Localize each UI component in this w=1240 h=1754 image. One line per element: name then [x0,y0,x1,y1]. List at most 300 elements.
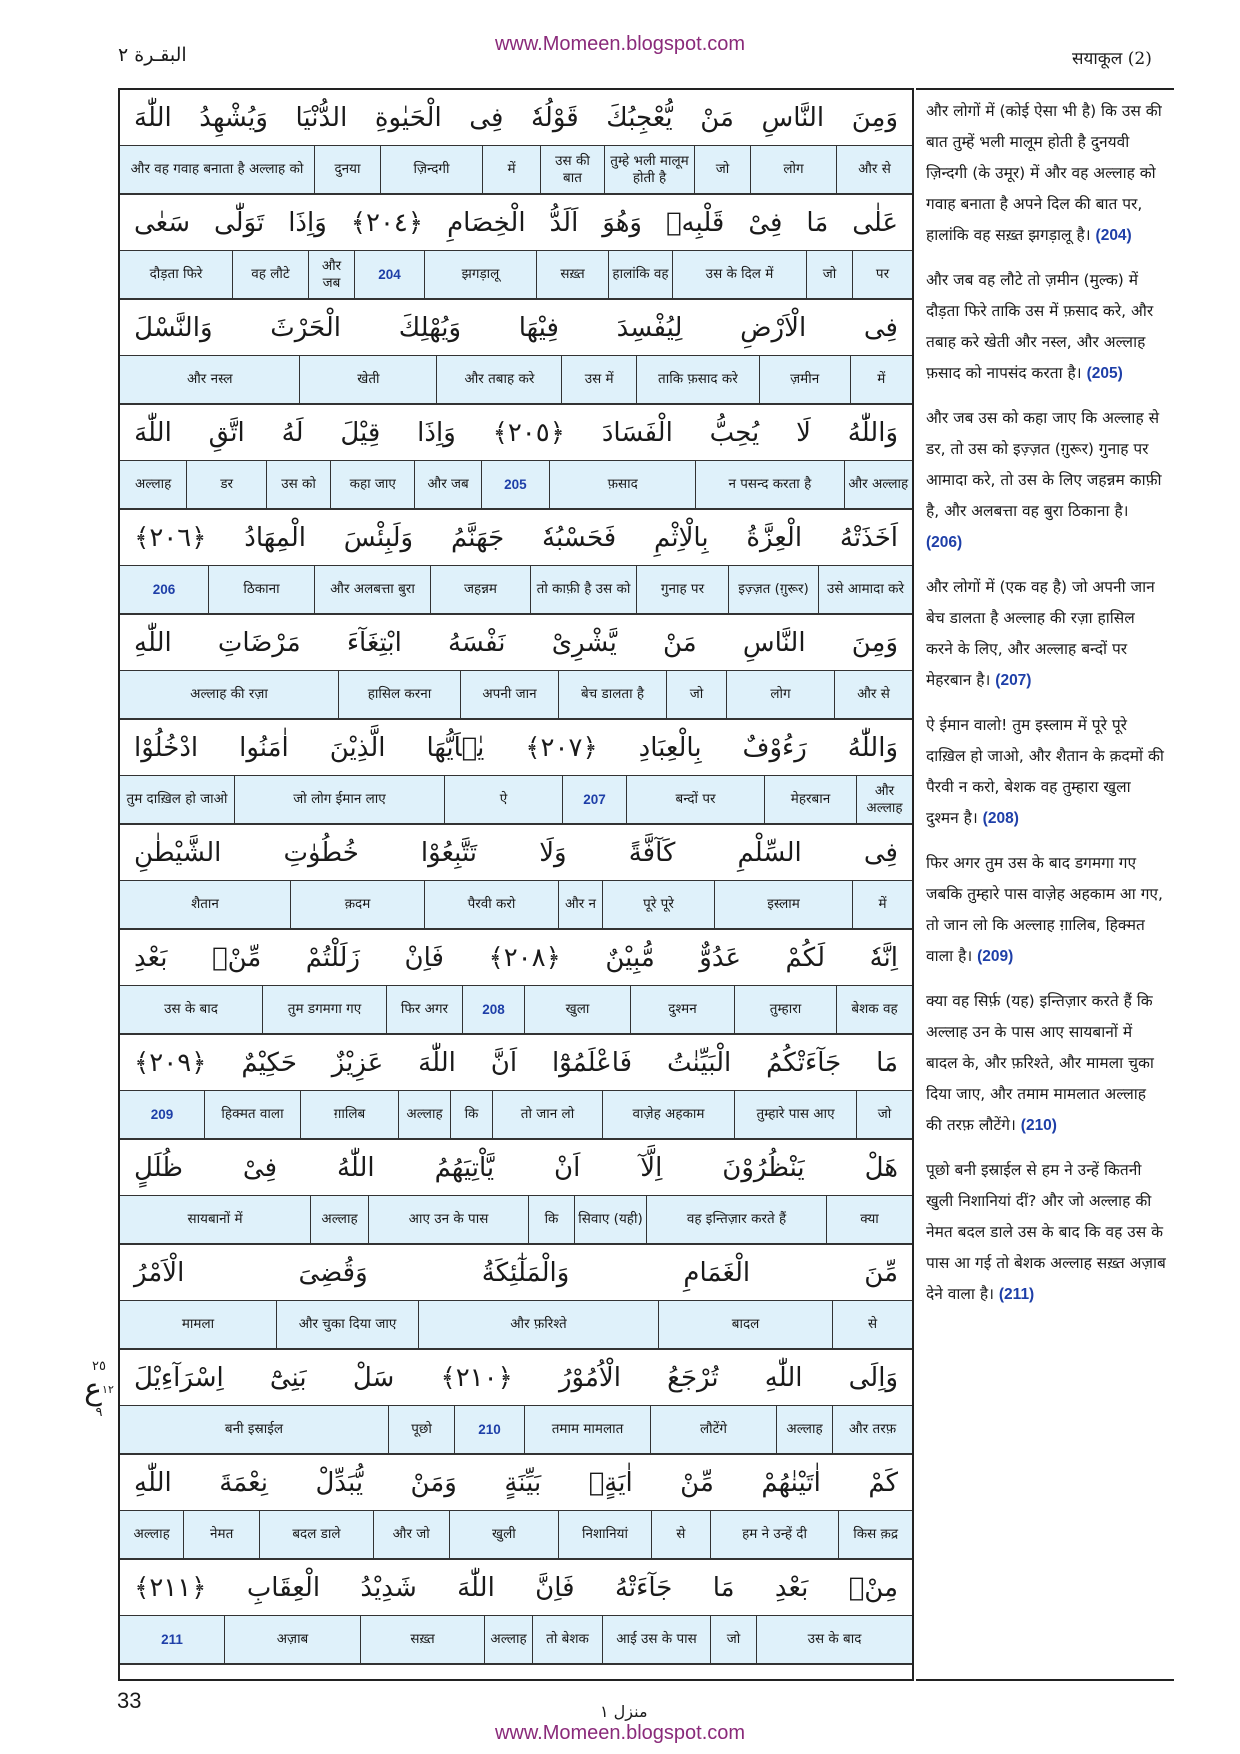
hindi-word-cell: अल्लाह [484,1616,532,1663]
arabic-word: تُرْجَعُ [667,1362,719,1393]
hindi-word-cell: वाज़ेह अहकाम [602,1091,734,1138]
hindi-word-cell: शैतान [191,896,219,912]
arabic-word: بَنِىْٓ [269,1362,307,1393]
hindi-word-cell: और वह गवाह बनाता है अल्लाह को [130,161,304,177]
arabic-word: وَاللّٰهُ [847,732,898,763]
arabic-word: فَاِنْ [404,942,444,973]
arabic-verse-row [120,1455,912,1511]
arabic-word: قِيْلَ [340,417,381,448]
arabic-word: وَمِنَ [851,627,898,658]
translation-text: और लोगों में (कोई ऐसा भी है) कि उस की बात तुम्हें भली मालूम होती है दुनयवी ज़िन्दगी (के उमूर) में और वह अल्लाह को गवाह बनाता है अपने दिल की बात पर, हालांकि वह सख़्त झगड़ालू है। [926,102,1162,244]
ayah-number-cell: 211 [161,1632,183,1647]
arabic-word: ادْخُلُوْا [134,732,199,763]
hindi-word-cell: अल्लाह [135,476,172,492]
hindi-word-cell: आई उस के पास [602,1616,710,1663]
hindi-word-row [120,986,912,1035]
hindi-word-cell: जो [710,1616,756,1663]
hindi-word-cell: खुला [524,986,630,1033]
arabic-word: وَهُوَ [602,207,642,238]
hindi-word-cell: जहन्नम [430,566,530,613]
translation-ayah-number: (208) [982,810,1019,827]
hindi-word-cell: उस को [266,461,330,508]
translation-text: ऐ ईमान वालो! तुम इस्लाम में पूरे पूरे दाख़िल हो जाओ, और शैतान के क़दमों की पैरवी न करो, बेशक वह तुम्हारा खुला दुश्मन है। [926,716,1164,827]
hindi-word-cell: दौड़ता फिरे [149,266,203,282]
arabic-word: بِالْعِبَادِ [638,732,702,763]
hindi-word-cell: बादल [658,1301,832,1348]
arabic-word: وَالْمَلٰٓئِكَةُ [481,1257,570,1288]
ayah-number-cell: 204 [354,251,424,298]
hindi-word-cell: गुनाह पर [636,566,728,613]
hindi-word-cell: झगड़ालू [424,251,536,298]
arabic-verse-row [120,930,912,986]
hindi-word-row [120,1616,912,1665]
hindi-word-cell: में [852,881,912,928]
hindi-word-cell: बेच डालता है [558,671,666,718]
hindi-word-cell: अल्लाह [776,1406,832,1453]
arabic-word: ﴿٢٠٤﴾ [350,207,424,238]
arabic-word: الدُّنْيَا [295,102,348,133]
translation-ayah-number: (211) [998,1286,1035,1303]
hindi-word-cell: तुम्हारे पास आए [734,1091,856,1138]
hindi-word-cell: बेशक वह [836,986,912,1033]
hindi-word-row [120,146,912,195]
hindi-word-row [120,1091,912,1140]
hindi-word-cell: और तरफ़ [832,1406,912,1453]
hindi-word-cell: में [482,146,540,193]
arabic-word: كَآفَّةً [628,837,676,868]
arabic-word: مَا [876,1047,898,1078]
ayah-number-cell: 209 [150,1107,174,1122]
arabic-word: اللّٰهَ [457,1572,495,1603]
arabic-word: الْبَيِّنٰتُ [667,1047,732,1078]
arabic-word: النَّاسِ [742,627,806,658]
arabic-word: لَهُ [281,417,304,448]
hindi-word-cell: पूछो [388,1406,454,1453]
hindi-word-row [120,1511,912,1560]
arabic-word: اللّٰهَ [134,102,172,133]
arabic-verse-row [120,300,912,356]
translation-paragraph [926,848,1166,972]
hindi-word-cell: उस के बाद [756,1616,912,1663]
translation-ayah-number: (207) [995,672,1032,689]
arabic-verse-row [120,90,912,146]
translation-ayah-number: (209) [977,948,1014,965]
arabic-word: تَتَّبِعُوْا [420,837,478,868]
arabic-word: الْاَمْرُ [134,1257,185,1288]
arabic-word: الْحَيٰوةِ [374,102,442,133]
arabic-verse-row [120,510,912,566]
hindi-word-cell: से [832,1301,912,1348]
translation-paragraph [926,986,1166,1141]
arabic-verse-row [120,1350,912,1406]
arabic-word: الشَّيْطٰنِ [134,837,222,868]
hindi-word-cell: फ़साद [549,461,695,508]
hindi-word-cell: उसे आमादा करे [818,566,912,613]
ruku-mid-number: ١٢ [102,1383,114,1396]
hindi-word-cell: किस क़द्र [838,1511,912,1558]
hindi-word-cell: और जब [308,251,354,298]
arabic-word: سَعٰى [134,207,191,238]
arabic-word: لِيُفْسِدَ [616,312,683,343]
arabic-word: مَا [712,1572,735,1603]
arabic-word: الْاُمُوْرُ [558,1362,621,1393]
arabic-word: اَنَّ [490,1047,518,1078]
hindi-word-cell: से [651,1511,710,1558]
arabic-word: عَزِيْزٌ [331,1047,384,1078]
arabic-word: قَوْلُهٗ [530,102,579,133]
hindi-word-cell: जो लोग ईमान लाए [234,776,444,823]
hindi-word-row [120,671,912,720]
arabic-verse-row [120,615,912,671]
hindi-word-cell: ज़मीन [759,356,850,403]
hindi-word-cell: हिक्मत वाला [204,1091,300,1138]
translation-text: और जब उस को कहा जाए कि अल्लाह से डर, तो उस को इज़्ज़त (ग़ुरूर) गुनाह पर आमादा करे, तो उस के लिए जहन्नम काफ़ी है, और अलबत्ता वह बुरा ठिकाना है। [926,409,1162,520]
arabic-word: الْاَرْضِ [740,312,807,343]
arabic-verse-row [120,1140,912,1196]
hindi-word-cell: ग़ालिब [300,1091,398,1138]
hindi-word-cell: फिर अगर [386,986,462,1033]
arabic-word: بِالْاِثْمِ [654,522,709,553]
ayah-number-cell: 207 [562,776,626,823]
hindi-word-cell: अल्लाह [398,1091,450,1138]
arabic-word: ابْتِغَآءَ [346,627,402,658]
arabic-word: نَفْسَهُ [447,627,506,658]
arabic-word: اللّٰهَ [134,417,172,448]
hindi-word-cell: उस की बात [540,146,604,193]
hindi-word-cell: जो [666,671,726,718]
hindi-word-cell: और जो [373,1511,449,1558]
arabic-word: يُّعْجِبُكَ [606,102,673,133]
arabic-word: فَاعْلَمُوْٓا [551,1047,633,1078]
hindi-word-cell: और जब [414,461,480,508]
hindi-word-cell: लोग [726,671,834,718]
arabic-word: لَا [796,417,811,448]
hindi-word-cell: अल्लाह की रज़ा [190,686,268,702]
arabic-word: فِيْهَا [518,312,559,343]
hindi-word-row [120,461,912,510]
hindi-word-cell: क्या [826,1196,912,1243]
hindi-word-cell: उस के दिल में [672,251,806,298]
arabic-word: بَعْدِ [774,1572,809,1603]
hindi-word-cell: तुम्हारा [734,986,836,1033]
arabic-word: اَنْ [554,1152,581,1183]
arabic-verse-row [120,1245,912,1301]
translation-column [916,88,1174,1681]
arabic-word: مَنْ [663,627,697,658]
arabic-word: فِى [863,837,898,868]
arabic-word: رَءُوْفٌ [742,732,807,763]
arabic-word: سَلْ [352,1362,395,1393]
arabic-verse-row [120,825,912,881]
arabic-word: جَهَنَّمُ [450,522,505,553]
ayah-number-cell: 206 [152,582,176,597]
hindi-word-cell: तुम दाख़िल हो जाओ [126,791,228,807]
hindi-word-cell: न पसन्द करता है [695,461,843,508]
page-number: 33 [117,1688,142,1713]
arabic-word: وَلَا [539,837,567,868]
arabic-verse-row [120,1560,912,1616]
hindi-word-cell: मामला [181,1316,215,1332]
arabic-word: فِى [863,312,898,343]
hindi-word-cell: अल्लाह [133,1526,170,1542]
translation-ayah-number: (205) [1086,365,1123,382]
arabic-word: ظُلَلٍ [134,1152,183,1183]
hindi-word-cell: और नस्ल [186,371,233,387]
arabic-word: الْفَسَادَ [601,417,673,448]
hindi-word-cell: पूरे पूरे [602,881,714,928]
hindi-word-cell: और से [834,671,912,718]
arabic-word: وَمِنَ [851,102,898,133]
ruku-marker [82,1360,116,1420]
site-url-top[interactable]: www.Momeen.blogspot.com [494,33,746,55]
hindi-word-cell: और चुका दिया जाए [276,1301,418,1348]
arabic-word: يُحِبُّ [709,417,760,448]
hindi-word-cell: जो [694,146,750,193]
arabic-word: اَلَدُّ [549,207,579,238]
arabic-word: اٰيَةٍۢ [588,1467,633,1498]
arabic-verse-row [120,195,912,251]
word-by-word-table [118,88,914,1681]
arabic-word: فِىْ [748,207,783,238]
arabic-word: نِعْمَةَ [219,1467,268,1498]
arabic-word: يٰۤاَيُّهَا [426,732,485,763]
hindi-word-cell: इस्लाम [714,881,852,928]
hindi-word-cell: खुली [449,1511,559,1558]
arabic-word: اٰتَيْنٰهُمْ [761,1467,821,1498]
hindi-word-row [120,1196,912,1245]
arabic-word: اِسْرَآءِيْلَ [134,1362,224,1393]
translation-paragraph [926,572,1166,696]
hindi-word-cell: तो जान लो [492,1091,602,1138]
arabic-word: وَيُشْهِدُ [199,102,268,133]
hindi-word-cell: वह लौटे [232,251,308,298]
hindi-word-cell: और न [558,881,602,928]
hindi-word-cell: क़दम [290,881,424,928]
arabic-word: بَعْدِ [134,942,168,973]
hindi-word-cell: और से [836,146,912,193]
hindi-word-cell: कि [450,1091,492,1138]
arabic-word: وَيُهْلِكَ [398,312,462,343]
hindi-word-cell: डर [186,461,266,508]
ruku-bottom-number: ٩ [95,1405,103,1420]
hindi-word-cell: तो बेशक [532,1616,602,1663]
arabic-word: مَا [806,207,829,238]
hindi-word-cell: दुश्मन [630,986,734,1033]
hindi-word-row [120,1406,912,1455]
hindi-word-cell: अज़ाब [224,1616,360,1663]
arabic-word: اتَّقِ [208,417,245,448]
arabic-word: الْمِهَادُ [244,522,306,553]
arabic-word: الْحَرْثَ [270,312,341,343]
arabic-word: وَقُضِىَ [298,1257,368,1288]
arabic-word: النَّاسِ [761,102,825,133]
arabic-word: اللّٰهَ [418,1047,456,1078]
arabic-word: اِلَّآ [640,1152,663,1183]
hindi-word-cell: ऐ [444,776,562,823]
site-url-bottom[interactable]: www.Momeen.blogspot.com [494,1722,746,1744]
hindi-word-cell: पर [852,251,912,298]
arabic-word: فِىْ [242,1152,278,1183]
hindi-word-cell: वह इन्तिज़ार करते हैं [646,1196,826,1243]
arabic-word: اللّٰهُ [336,1152,375,1183]
ruku-top-number: ٢٥ [92,1359,106,1374]
arabic-word: مَنْ [700,102,734,133]
hindi-word-cell: तुम डगमगा गए [262,986,386,1033]
hindi-word-row [120,251,912,300]
arabic-word: يُّبَدِّلْ [315,1467,364,1498]
arabic-word: وَمَنْ [410,1467,457,1498]
arabic-word: يَّشْرِىْ [551,627,617,658]
arabic-word: شَدِيْدُ [360,1572,417,1603]
arabic-word: تَوَلّٰى [213,207,265,238]
manzil-label: منزل ١ [600,1702,648,1721]
arabic-word: يَنْظُرُوْنَ [722,1152,805,1183]
arabic-word: الْعِقَابِ [246,1572,321,1603]
ruku-ain-symbol: ع [84,1372,103,1407]
hindi-word-cell: हालांकि वह [608,251,672,298]
arabic-word: مِّنْۢ [211,942,262,973]
translation-ayah-number: (210) [1020,1117,1057,1134]
arabic-word: ﴿٢١١﴾ [134,1572,207,1603]
translation-text: और लोगों में (एक वह है) जो अपनी जान बेच डालता है अल्लाह की रज़ा हासिल करने के लिए, और अल्लाह बन्दों पर मेहरबान है। [926,578,1155,689]
hindi-word-cell: सख़्त [536,251,608,298]
hindi-word-cell: ज़िन्दगी [380,146,482,193]
arabic-word: يَّاْتِيَهُمُ [434,1152,495,1183]
arabic-word: السِّلْمِ [737,837,802,868]
hindi-word-cell: हासिल करना [338,671,460,718]
hindi-word-cell: और अल्लाह [856,776,912,823]
arabic-word: ﴿٢٠٩﴾ [134,1047,207,1078]
hindi-word-cell: दुनया [314,146,380,193]
hindi-word-cell: उस के बाद [164,1001,218,1017]
hindi-word-cell: और तबाह करे [436,356,561,403]
hindi-word-cell: और अल्लाह [844,461,912,508]
arabic-word: بَيِّنَةٍ [504,1467,542,1498]
arabic-word: هَلْ [864,1152,898,1183]
ayah-number-cell: 210 [454,1406,524,1453]
arabic-word: وَاِلَى [848,1362,898,1393]
translation-paragraph [926,96,1166,251]
arabic-word: وَالنَّسْلَ [134,312,213,343]
translation-paragraph [926,710,1166,834]
ayah-number-cell: 208 [462,986,524,1033]
translation-paragraph [926,265,1166,389]
arabic-word: اٰمَنُوا [239,732,289,763]
hindi-word-cell: में [850,356,912,403]
arabic-word: فِى [469,102,504,133]
translation-ayah-number: (206) [926,534,963,551]
hindi-word-cell: खेती [299,356,436,403]
arabic-word: مِّنْ [680,1467,714,1498]
hindi-word-cell: बनी इस्राईल [224,1421,284,1437]
arabic-word: اللّٰهِ [134,627,172,658]
translation-paragraph [926,1155,1166,1310]
hindi-word-cell: अल्लाह [310,1196,368,1243]
translation-text: पूछो बनी इस्राईल से हम ने उन्हें कितनी खुली निशानियां दीं? और जो अल्लाह की नेमत बदल डाले उस के बाद कि वह उस के पास आ गई तो बेशक अल्लाह सख़्त अज़ाब देने वाला है। [926,1161,1166,1303]
arabic-word: ﴿٢٠٧﴾ [525,732,598,763]
arabic-word: اَخَذَتْهُ [839,522,898,553]
arabic-word: اِنَّهٗ [869,942,898,973]
arabic-word: فَحَسْبُهٗ [542,522,617,553]
para-name-header: सयाकूल (2) [1072,49,1152,69]
arabic-word: وَاللّٰهُ [847,417,898,448]
hindi-word-row [120,776,912,825]
hindi-word-cell: और फ़रिश्ते [418,1301,658,1348]
ayah-number-cell: 205 [481,461,549,508]
hindi-word-cell: सख़्त [360,1616,484,1663]
arabic-word: مِنْۢ [848,1572,898,1603]
arabic-word: خُطُوٰتِ [283,837,359,868]
hindi-word-cell: हम ने उन्हें दी [710,1511,838,1558]
arabic-word: فَاِنَّ [535,1572,575,1603]
hindi-word-cell: निशानियां [558,1511,651,1558]
arabic-word: ﴿٢٠٦﴾ [134,522,207,553]
hindi-word-cell: जो [806,251,852,298]
hindi-word-cell: उस में [561,356,636,403]
translation-paragraph [926,403,1166,558]
arabic-word: ﴿٢٠٨﴾ [488,942,561,973]
arabic-verse-row [120,720,912,776]
hindi-word-cell: तुम्हे भली मालूम होती है [604,146,694,193]
hindi-word-row [120,1301,912,1350]
hindi-word-cell: लौटेंगे [650,1406,776,1453]
hindi-word-cell: कहा जाए [330,461,414,508]
hindi-word-cell: अपनी जान [460,671,558,718]
arabic-word: الْغَمَامِ [683,1257,751,1288]
surah-name-header: البقـرة ٢ [118,44,187,66]
arabic-word: جَآءَتْكُمُ [766,1047,842,1078]
translation-text: क्या वह सिर्फ़ (यह) इन्तिज़ार करते हैं कि अल्लाह उन के पास आए सायबानों में बादल के, और फ़रिश्ते, और मामला चुका दिया जाए, और तमाम मामलात अल्लाह की तरफ़ लौटेंगे। [926,992,1154,1134]
hindi-word-cell: सिवाए (यही) [574,1196,646,1243]
arabic-word: زَلَلْتُمْ [305,942,361,973]
arabic-word: كَمْ [868,1467,898,1498]
hindi-word-row [120,566,912,615]
arabic-word: وَاِذَا [417,417,456,448]
hindi-word-cell: और अलबत्ता बुरा [314,566,430,613]
hindi-word-row [120,356,912,405]
translation-ayah-number: (204) [1095,227,1132,244]
arabic-word: الْعِزَّةُ [746,522,803,553]
hindi-word-cell: तमाम मामलात [524,1406,650,1453]
arabic-word: ﴿٢٠٥﴾ [492,417,565,448]
translation-text: फिर अगर तुम उस के बाद डगमगा गए जबकि तुम्हारे पास वाज़ेह अहकाम आ गए, तो जान लो कि अल्लाह ग़ालिब, हिक्मत वाला है। [926,854,1163,965]
arabic-word: اللّٰهِ [764,1362,803,1393]
hindi-word-cell: तो काफ़ी है उस को [530,566,636,613]
hindi-word-cell: मेहरबान [764,776,856,823]
hindi-word-cell: इज़्ज़त (ग़ुरूर) [728,566,818,613]
hindi-word-cell: ताकि फ़साद करे [636,356,759,403]
hindi-word-cell: आए उन के पास [368,1196,528,1243]
arabic-word: حَكِيْمٌ [241,1047,297,1078]
hindi-word-cell: ठिकाना [208,566,314,613]
hindi-word-cell: बन्दों पर [626,776,764,823]
arabic-word: جَآءَتْهُ [614,1572,673,1603]
hindi-word-cell: नेमत [183,1511,259,1558]
arabic-word: لَكُمْ [785,942,826,973]
hindi-word-cell: कि [528,1196,574,1243]
arabic-word: وَلَبِئْسَ [343,522,414,553]
hindi-word-cell: जो [856,1091,912,1138]
arabic-verse-row [120,1035,912,1091]
arabic-word: الْخِصَامِ [447,207,526,238]
arabic-word: مُّبِيْنٌ [605,942,655,973]
arabic-word: الَّذِيْنَ [329,732,386,763]
arabic-word: عَدُوٌّ [699,942,741,973]
arabic-verse-row [120,405,912,461]
arabic-word: مِّنَ [864,1257,898,1288]
arabic-word: قَلْبِهٖ [665,207,725,238]
hindi-word-row [120,881,912,930]
